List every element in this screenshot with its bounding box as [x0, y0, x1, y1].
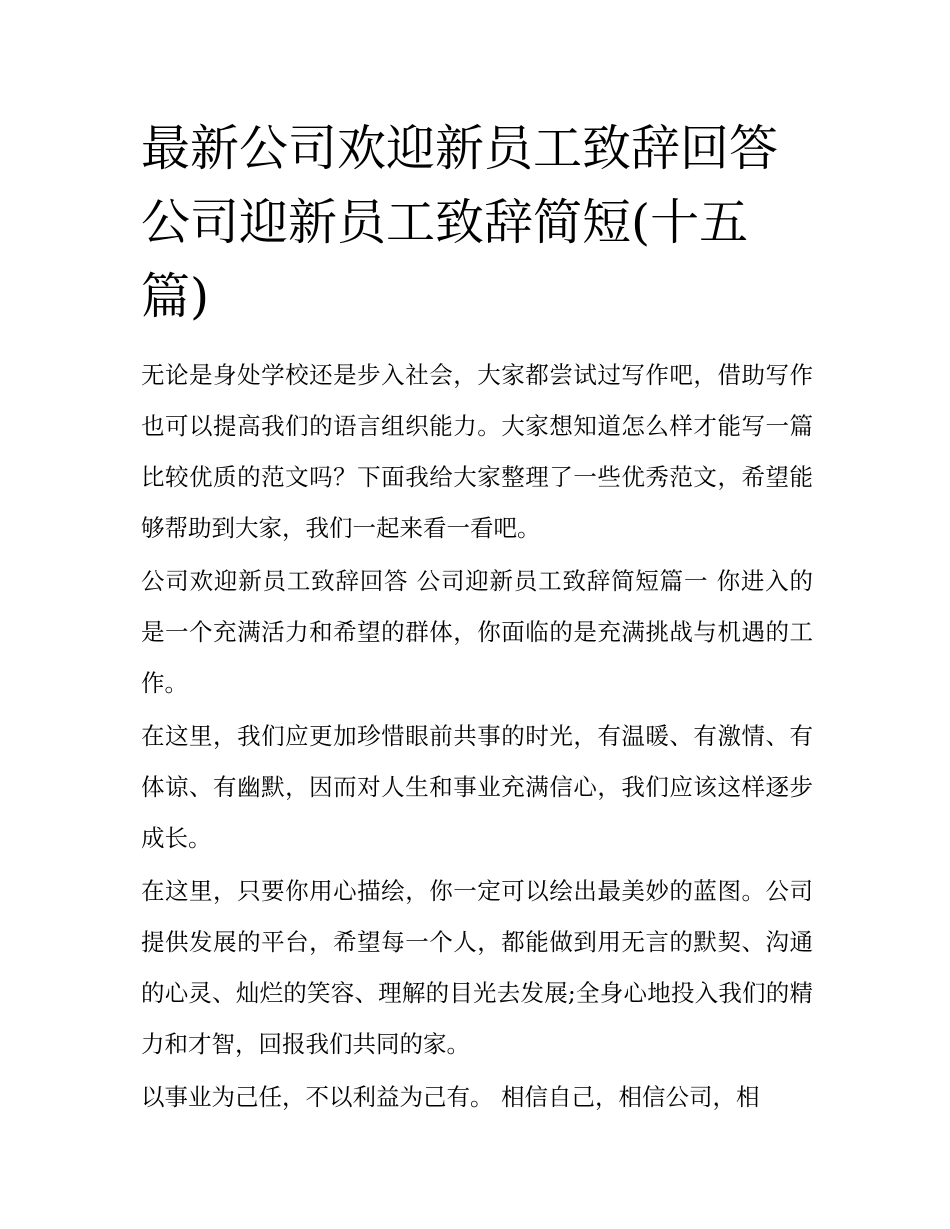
paragraph-4: 以事业为己任，不以利益为己有。 相信自己，相信公司，相 [141, 1083, 760, 1111]
document-title: 最新公司欢迎新员工致辞回答 公司迎新员工致辞简短(十五篇) [141, 120, 779, 325]
paragraph-intro: 无论是身处学校还是步入社会，大家都尝试过写作吧，借助写作也可以提高我们的语言组织能力。大家想知道怎么样才能写一篇比较优质的范文吗？下面我给大家整理了一些优秀范文，希望能够帮助到大家，我们一起来看一看吧。 [141, 361, 813, 542]
document-page [141, 112, 813, 1125]
paragraph-3: 在这里，只要你用心描绘，你一定可以绘出最美妙的蓝图。公司提供发展的平台，希望每一个人，都能做到用无言的默契、沟通的心灵、灿烂的笑容、理解的目光去发展;全身心地投入我们的精力和才智，回报我们共同的家。 [141, 877, 813, 1058]
paragraph-1: 公司欢迎新员工致辞回答 公司迎新员工致辞简短篇一 你进入的是一个充满活力和希望的群体，你面临的是充满挑战与机遇的工作。 [141, 567, 813, 697]
paragraph-2: 在这里，我们应更加珍惜眼前共事的时光，有温暖、有激情、有体谅、有幽默，因而对人生和事业充满信心，我们应该这样逐步成长。 [141, 722, 813, 852]
